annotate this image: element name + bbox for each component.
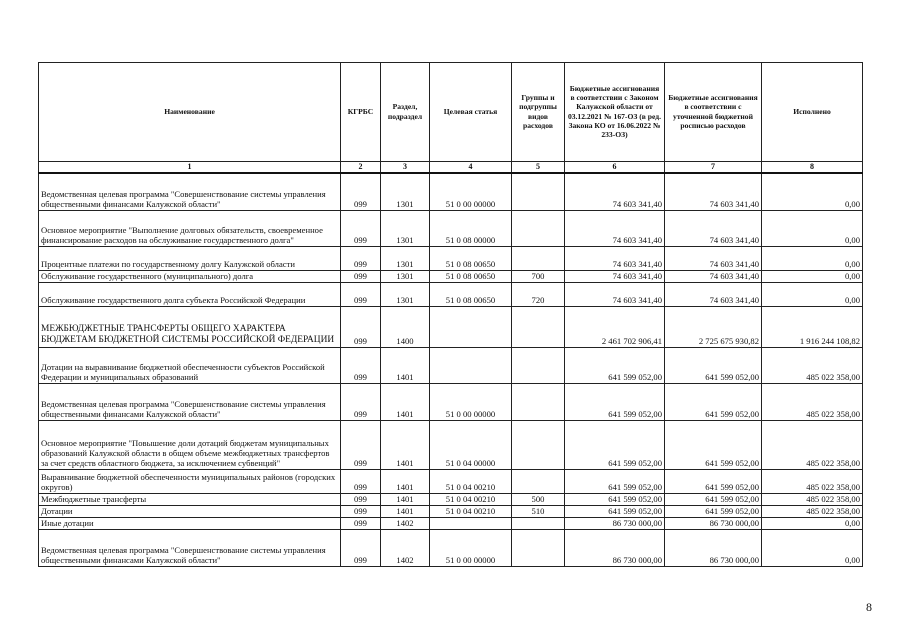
row-group (512, 347, 565, 383)
table-header-row (39, 63, 863, 162)
row-target: 51 0 00 00000 (430, 529, 512, 566)
row-executed-amount: 485 022 358,00 (762, 383, 863, 420)
row-kgrbs: 099 (341, 493, 381, 505)
header-kgrbs: КГРБС (341, 63, 381, 162)
row-target: 51 0 04 00210 (430, 505, 512, 517)
row-target (430, 306, 512, 347)
row-name: Обслуживание государственного долга субъекта Российской Федерации (39, 282, 341, 306)
column-number: 6 (565, 162, 665, 174)
row-name: Межбюджетные трансферты (39, 493, 341, 505)
row-law-amount: 74 603 341,40 (565, 270, 665, 282)
row-kgrbs: 099 (341, 210, 381, 246)
row-kgrbs: 099 (341, 246, 381, 270)
row-section: 1401 (381, 493, 430, 505)
row-kgrbs: 099 (341, 517, 381, 529)
table-row (39, 505, 863, 517)
row-name: Основное мероприятие "Выполнение долговых обязательств, своевременное финансирование расходов на обслуживание государственного долга" (39, 210, 341, 246)
row-refined-amount: 86 730 000,00 (665, 529, 762, 566)
row-target (430, 347, 512, 383)
table-row (39, 493, 863, 505)
row-section: 1301 (381, 246, 430, 270)
row-executed-amount: 0,00 (762, 210, 863, 246)
header-law-allocations: Бюджетные ассигнования в соответствии с Законом Калужской области от 03.12.2021 № 167-ОЗ (в ред. Закона КО от 16.06.2022 № 233-ОЗ) (565, 63, 665, 162)
row-kgrbs: 099 (341, 469, 381, 493)
row-law-amount: 641 599 052,00 (565, 383, 665, 420)
row-refined-amount: 86 730 000,00 (665, 517, 762, 529)
row-name: Дотации (39, 505, 341, 517)
row-group (512, 469, 565, 493)
row-kgrbs: 099 (341, 270, 381, 282)
header-section: Раздел, подраздел (381, 63, 430, 162)
row-name: Ведомственная целевая программа "Совершенствование системы управления общественными финансами Калужской области" (39, 529, 341, 566)
row-group: 720 (512, 282, 565, 306)
row-executed-amount: 0,00 (762, 282, 863, 306)
row-refined-amount: 641 599 052,00 (665, 383, 762, 420)
row-name: Основное мероприятие "Повышение доли дотаций бюджетам муниципальных образований Калужской области в общем объеме межбюджетных трансфертов за счет средств областного бюджета, за исключением субвенций" (39, 420, 341, 469)
row-law-amount: 641 599 052,00 (565, 420, 665, 469)
header-refined-allocations: Бюджетные ассигнования в соответствии с уточненной бюджетной росписью расходов (665, 63, 762, 162)
row-name: Ведомственная целевая программа "Совершенствование системы управления общественными финансами Калужской области" (39, 173, 341, 210)
row-target: 51 0 04 00210 (430, 469, 512, 493)
table-row (39, 420, 863, 469)
row-section: 1401 (381, 347, 430, 383)
row-target: 51 0 08 00650 (430, 246, 512, 270)
row-executed-amount: 0,00 (762, 529, 863, 566)
row-executed-amount: 485 022 358,00 (762, 420, 863, 469)
row-section: 1401 (381, 469, 430, 493)
header-name: Наименование (39, 63, 341, 162)
row-target: 51 0 04 00000 (430, 420, 512, 469)
row-refined-amount: 641 599 052,00 (665, 469, 762, 493)
row-section: 1401 (381, 420, 430, 469)
column-number: 1 (39, 162, 341, 174)
row-target: 51 0 08 00000 (430, 210, 512, 246)
column-number: 7 (665, 162, 762, 174)
row-executed-amount: 0,00 (762, 270, 863, 282)
table-row (39, 282, 863, 306)
row-kgrbs: 099 (341, 282, 381, 306)
row-section: 1301 (381, 282, 430, 306)
row-name: Ведомственная целевая программа "Совершенствование системы управления общественными финансами Калужской области" (39, 383, 341, 420)
row-section: 1301 (381, 173, 430, 210)
row-group (512, 173, 565, 210)
row-executed-amount: 485 022 358,00 (762, 469, 863, 493)
row-executed-amount: 0,00 (762, 246, 863, 270)
page-number: 8 (866, 600, 872, 614)
row-law-amount: 641 599 052,00 (565, 469, 665, 493)
table-row (39, 270, 863, 282)
row-law-amount: 74 603 341,40 (565, 282, 665, 306)
row-executed-amount: 1 916 244 108,82 (762, 306, 863, 347)
row-refined-amount: 74 603 341,40 (665, 246, 762, 270)
row-group: 500 (512, 493, 565, 505)
row-group (512, 246, 565, 270)
table-row (39, 469, 863, 493)
row-refined-amount: 641 599 052,00 (665, 493, 762, 505)
row-section: 1401 (381, 505, 430, 517)
row-executed-amount: 485 022 358,00 (762, 493, 863, 505)
row-refined-amount: 74 603 341,40 (665, 282, 762, 306)
header-target: Целевая статья (430, 63, 512, 162)
row-refined-amount: 74 603 341,40 (665, 210, 762, 246)
row-group: 510 (512, 505, 565, 517)
row-group: 700 (512, 270, 565, 282)
row-law-amount: 74 603 341,40 (565, 210, 665, 246)
row-law-amount: 74 603 341,40 (565, 173, 665, 210)
row-law-amount: 641 599 052,00 (565, 347, 665, 383)
row-group (512, 306, 565, 347)
row-target: 51 0 00 00000 (430, 173, 512, 210)
budget-table (38, 62, 863, 567)
column-number: 3 (381, 162, 430, 174)
row-section: 1301 (381, 210, 430, 246)
column-number: 2 (341, 162, 381, 174)
row-name: Обслуживание государственного (муниципального) долга (39, 270, 341, 282)
row-name: Выравнивание бюджетной обеспеченности муниципальных районов (городских округов) (39, 469, 341, 493)
row-target: 51 0 08 00650 (430, 282, 512, 306)
row-kgrbs: 099 (341, 347, 381, 383)
row-group (512, 420, 565, 469)
row-target (430, 517, 512, 529)
table-row (39, 306, 863, 347)
row-target: 51 0 08 00650 (430, 270, 512, 282)
row-refined-amount: 74 603 341,40 (665, 270, 762, 282)
row-name: Процентные платежи по государственному долгу Калужской области (39, 246, 341, 270)
row-law-amount: 641 599 052,00 (565, 505, 665, 517)
row-law-amount: 86 730 000,00 (565, 529, 665, 566)
row-law-amount: 2 461 702 906,41 (565, 306, 665, 347)
table-row (39, 347, 863, 383)
table-row (39, 383, 863, 420)
row-target: 51 0 00 00000 (430, 383, 512, 420)
row-group (512, 517, 565, 529)
row-name: Дотации на выравнивание бюджетной обеспеченности субъектов Российской Федерации и муниципальных образований (39, 347, 341, 383)
row-law-amount: 641 599 052,00 (565, 493, 665, 505)
row-kgrbs: 099 (341, 420, 381, 469)
row-refined-amount: 641 599 052,00 (665, 505, 762, 517)
row-executed-amount: 0,00 (762, 173, 863, 210)
table-row (39, 173, 863, 210)
row-group (512, 210, 565, 246)
column-number: 5 (512, 162, 565, 174)
header-groups: Группы и подгруппы видов расходов (512, 63, 565, 162)
row-kgrbs: 099 (341, 306, 381, 347)
row-executed-amount: 485 022 358,00 (762, 347, 863, 383)
row-section: 1400 (381, 306, 430, 347)
row-target: 51 0 04 00210 (430, 493, 512, 505)
row-name: Иные дотации (39, 517, 341, 529)
row-section: 1301 (381, 270, 430, 282)
row-kgrbs: 099 (341, 383, 381, 420)
table-row (39, 210, 863, 246)
row-kgrbs: 099 (341, 173, 381, 210)
row-section: 1401 (381, 383, 430, 420)
row-law-amount: 86 730 000,00 (565, 517, 665, 529)
row-kgrbs: 099 (341, 529, 381, 566)
row-name: МЕЖБЮДЖЕТНЫЕ ТРАНСФЕРТЫ ОБЩЕГО ХАРАКТЕРА БЮДЖЕТАМ БЮДЖЕТНОЙ СИСТЕМЫ РОССИЙСКОЙ ФЕДЕРАЦИИ (39, 306, 341, 347)
row-refined-amount: 641 599 052,00 (665, 347, 762, 383)
table-row (39, 246, 863, 270)
row-executed-amount: 0,00 (762, 517, 863, 529)
row-refined-amount: 74 603 341,40 (665, 173, 762, 210)
table-row (39, 529, 863, 566)
column-number-row (39, 162, 863, 174)
row-kgrbs: 099 (341, 505, 381, 517)
row-refined-amount: 2 725 675 930,82 (665, 306, 762, 347)
column-number: 4 (430, 162, 512, 174)
table-row (39, 517, 863, 529)
row-section: 1402 (381, 517, 430, 529)
row-law-amount: 74 603 341,40 (565, 246, 665, 270)
row-group (512, 383, 565, 420)
row-executed-amount: 485 022 358,00 (762, 505, 863, 517)
column-number: 8 (762, 162, 863, 174)
header-executed: Исполнено (762, 63, 863, 162)
row-section: 1402 (381, 529, 430, 566)
row-refined-amount: 641 599 052,00 (665, 420, 762, 469)
row-group (512, 529, 565, 566)
